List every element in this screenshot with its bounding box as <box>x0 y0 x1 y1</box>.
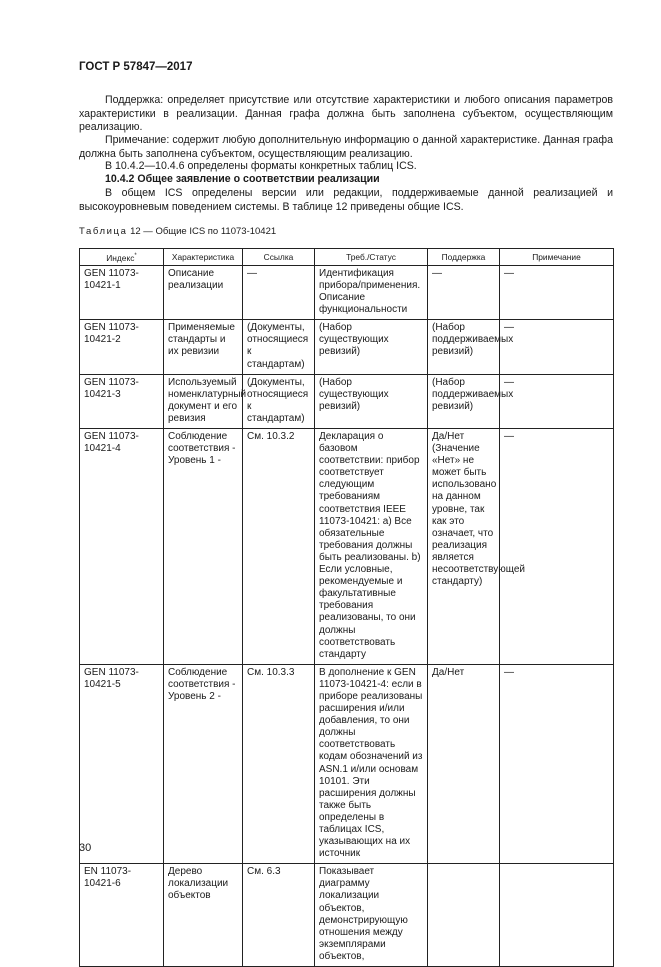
cell-reference: — <box>243 265 315 319</box>
cell-note: — <box>500 664 614 864</box>
cell-reference: (Документы, относящиеся к стандартам) <box>243 320 315 374</box>
cell-index: GEN 11073-10421-1 <box>80 265 164 319</box>
table-caption-label: Таблица <box>79 226 128 237</box>
paragraph-formats-reference: В 10.4.2—10.4.6 определены форматы конкретных таблиц ICS. <box>105 160 417 172</box>
cell-characteristic: Соблюдение соответствия - Уровень 2 - <box>164 664 243 864</box>
table-row <box>80 864 614 967</box>
table-row <box>80 429 614 665</box>
footnote-mark: * <box>134 253 137 259</box>
cell-note: — <box>500 429 614 665</box>
table-row <box>80 664 614 864</box>
cell-note: — <box>500 265 614 319</box>
cell-index: GEN 11073-10421-3 <box>80 374 164 428</box>
section-heading-10-4-2: 10.4.2 Общее заявление о соответствии реализации <box>105 173 380 185</box>
table-caption-title: 12 — Общие ICS по 11073-10421 <box>127 226 277 237</box>
cell-characteristic: Применяемые стандарты и их ревизии <box>164 320 243 374</box>
table-row <box>80 320 614 374</box>
cell-support: (Набор поддерживаемых ревизий) <box>428 374 500 428</box>
cell-requirement-status: (Набор существующих ревизий) <box>315 320 428 374</box>
column-header-characteristic: Характеристика <box>164 249 243 266</box>
column-header-reference: Ссылка <box>243 249 315 266</box>
cell-support: (Набор поддерживаемых ревизий) <box>428 320 500 374</box>
column-header-note: Примечание <box>500 249 614 266</box>
cell-requirement-status: В дополнение к GEN 11073-10421-4: если в приборе реализованы расширения и/или добавления, то они должны соответствовать кодам обозначений из ASN.1 и/или основам 10101. Эти расширения должны также быть определены в таблицах ICS, указывающих на их источник <box>315 664 428 864</box>
cell-requirement-status: Декларация о базовом соответствии: прибор соответствует следующим требованиям соответствия IEEE 11073-10421: а) Все обязательные требования должны быть реализованы. b) Если условные, рекомендуемые и факультативные требования реализованы, то они должны соответствовать стандарту <box>315 429 428 665</box>
cell-index: GEN 11073-10421-5 <box>80 664 164 864</box>
cell-index: GEN 11073-10421-4 <box>80 429 164 665</box>
cell-note: — <box>500 320 614 374</box>
paragraph-support-definition: Поддержка: определяет присутствие или отсутствие характеристики и любого описания параметров характеристики в реализации. Данная графа должна быть заполнена субъектом, осуществляющим реализацию. <box>79 94 613 134</box>
column-header-requirement-status: Треб./Статус <box>315 249 428 266</box>
cell-reference: См. 10.3.3 <box>243 664 315 864</box>
cell-note <box>500 864 614 967</box>
cell-characteristic: Дерево локализации объектов <box>164 864 243 967</box>
cell-reference: См. 6.3 <box>243 864 315 967</box>
cell-characteristic: Описание реализации <box>164 265 243 319</box>
table-header-row <box>80 249 614 266</box>
paragraph-note-definition: Примечание: содержит любую дополнительную информацию о данной характеристике. Данная графа должна быть заполнена субъектом, осуществляющим реализацию. <box>79 134 613 160</box>
cell-requirement-status: (Набор существующих ревизий) <box>315 374 428 428</box>
cell-characteristic: Соблюдение соответствия - Уровень 1 - <box>164 429 243 665</box>
cell-requirement-status: Идентификация прибора/применения. Описание функциональности <box>315 265 428 319</box>
table-row <box>80 374 614 428</box>
cell-index: GEN 11073-10421-2 <box>80 320 164 374</box>
cell-index: EN 11073-10421-6 <box>80 864 164 967</box>
cell-requirement-status: Показывает диаграмму локализации объектов, демонстрирующую отношения между экземплярами объектов, <box>315 864 428 967</box>
paragraph-general-ics: В общем ICS определены версии или редакции, поддерживаемые данной реализацией и высокоуровневым поведением системы. В таблице 12 приведены общие ICS. <box>79 187 613 213</box>
cell-support: — <box>428 265 500 319</box>
page-number: 30 <box>79 842 92 854</box>
cell-support: Да/Нет (Значение «Нет» не может быть использовано на данном уровне, так как это означает, что реализация является несоответствующей стандарту) <box>428 429 500 665</box>
cell-support <box>428 864 500 967</box>
cell-support: Да/Нет <box>428 664 500 864</box>
table-row <box>80 265 614 319</box>
table-caption <box>79 226 276 237</box>
column-header-support: Поддержка <box>428 249 500 266</box>
document-header: ГОСТ Р 57847—2017 <box>79 61 193 73</box>
ics-table <box>79 248 614 967</box>
cell-reference: (Документы, относящиеся к стандартам) <box>243 374 315 428</box>
column-header-index: Индекс* <box>80 249 164 266</box>
cell-characteristic: Используемый номенклатурный документ и его ревизия <box>164 374 243 428</box>
cell-reference: См. 10.3.2 <box>243 429 315 665</box>
cell-note: — <box>500 374 614 428</box>
